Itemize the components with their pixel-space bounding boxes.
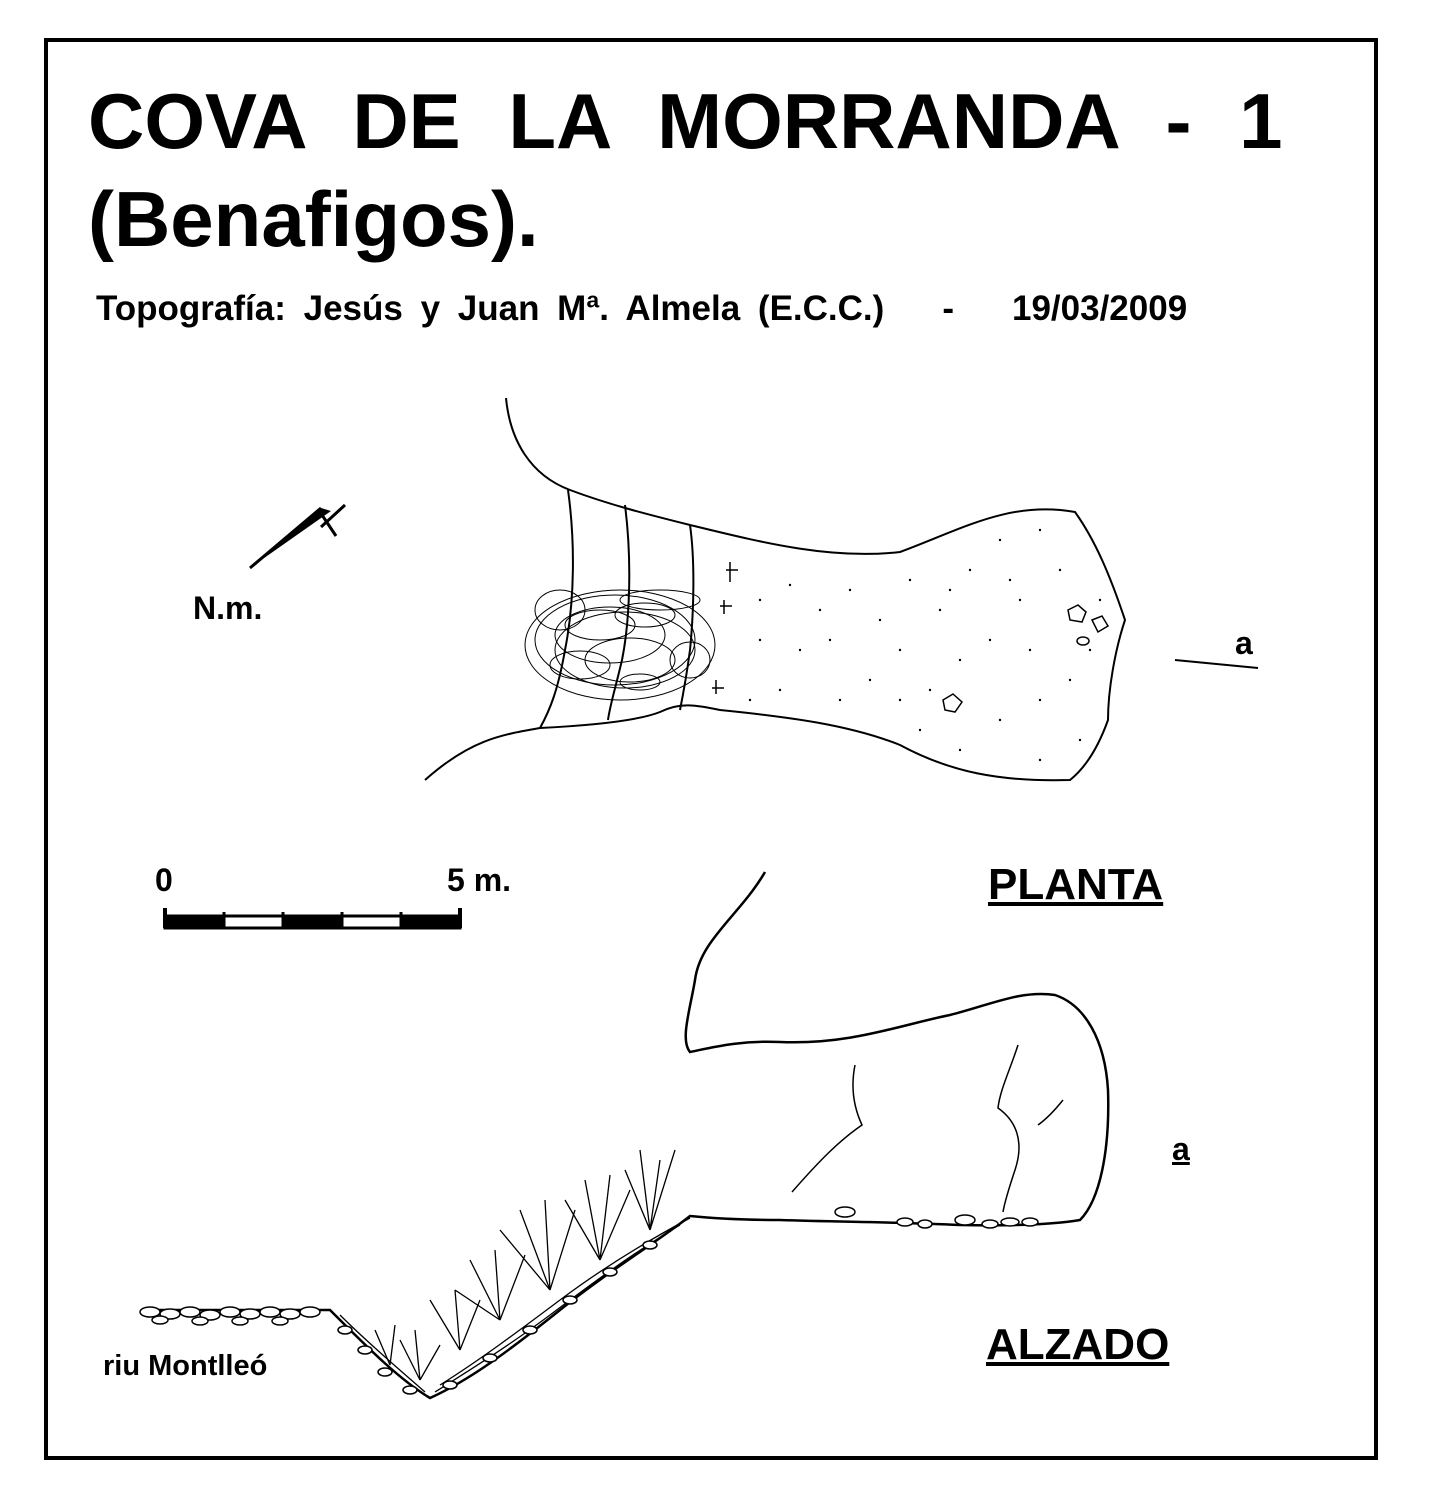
plan-section-mark: a (1235, 625, 1253, 661)
entrance-vegetation (525, 590, 715, 700)
survey-date: 19/03/2009 (1011, 289, 1188, 328)
magnetic-north-arrow-icon (250, 505, 345, 568)
plan-view-outline (425, 398, 1125, 780)
scale-bar (165, 908, 460, 928)
section-line (1175, 660, 1258, 668)
north-label: N.m. (193, 590, 263, 626)
step-marks (712, 562, 738, 694)
scale-end-label: 5 m. (447, 862, 512, 898)
rock-blocks (943, 605, 1108, 712)
wall-cracks (792, 1045, 1063, 1212)
scale-start-label: 0 (155, 862, 173, 898)
river-label: riu Montlleó (103, 1350, 268, 1382)
cave-locality: (Benafigos). (88, 175, 539, 263)
slope-vegetation (340, 1150, 690, 1392)
survey-authors: Topografía: Jesús y Juan Mª. Almela (E.C.C.) (96, 289, 885, 328)
credit-separator: - (942, 289, 954, 328)
plan-view-label: PLANTA (988, 860, 1164, 909)
riverbed-cobbles (140, 1241, 657, 1394)
cave-title: COVA DE LA MORRANDA - 1 (88, 77, 1283, 165)
elevation-section-mark: a (1172, 1131, 1190, 1167)
sediment-floor (749, 529, 1101, 761)
elevation-view-label: ALZADO (986, 1320, 1170, 1369)
